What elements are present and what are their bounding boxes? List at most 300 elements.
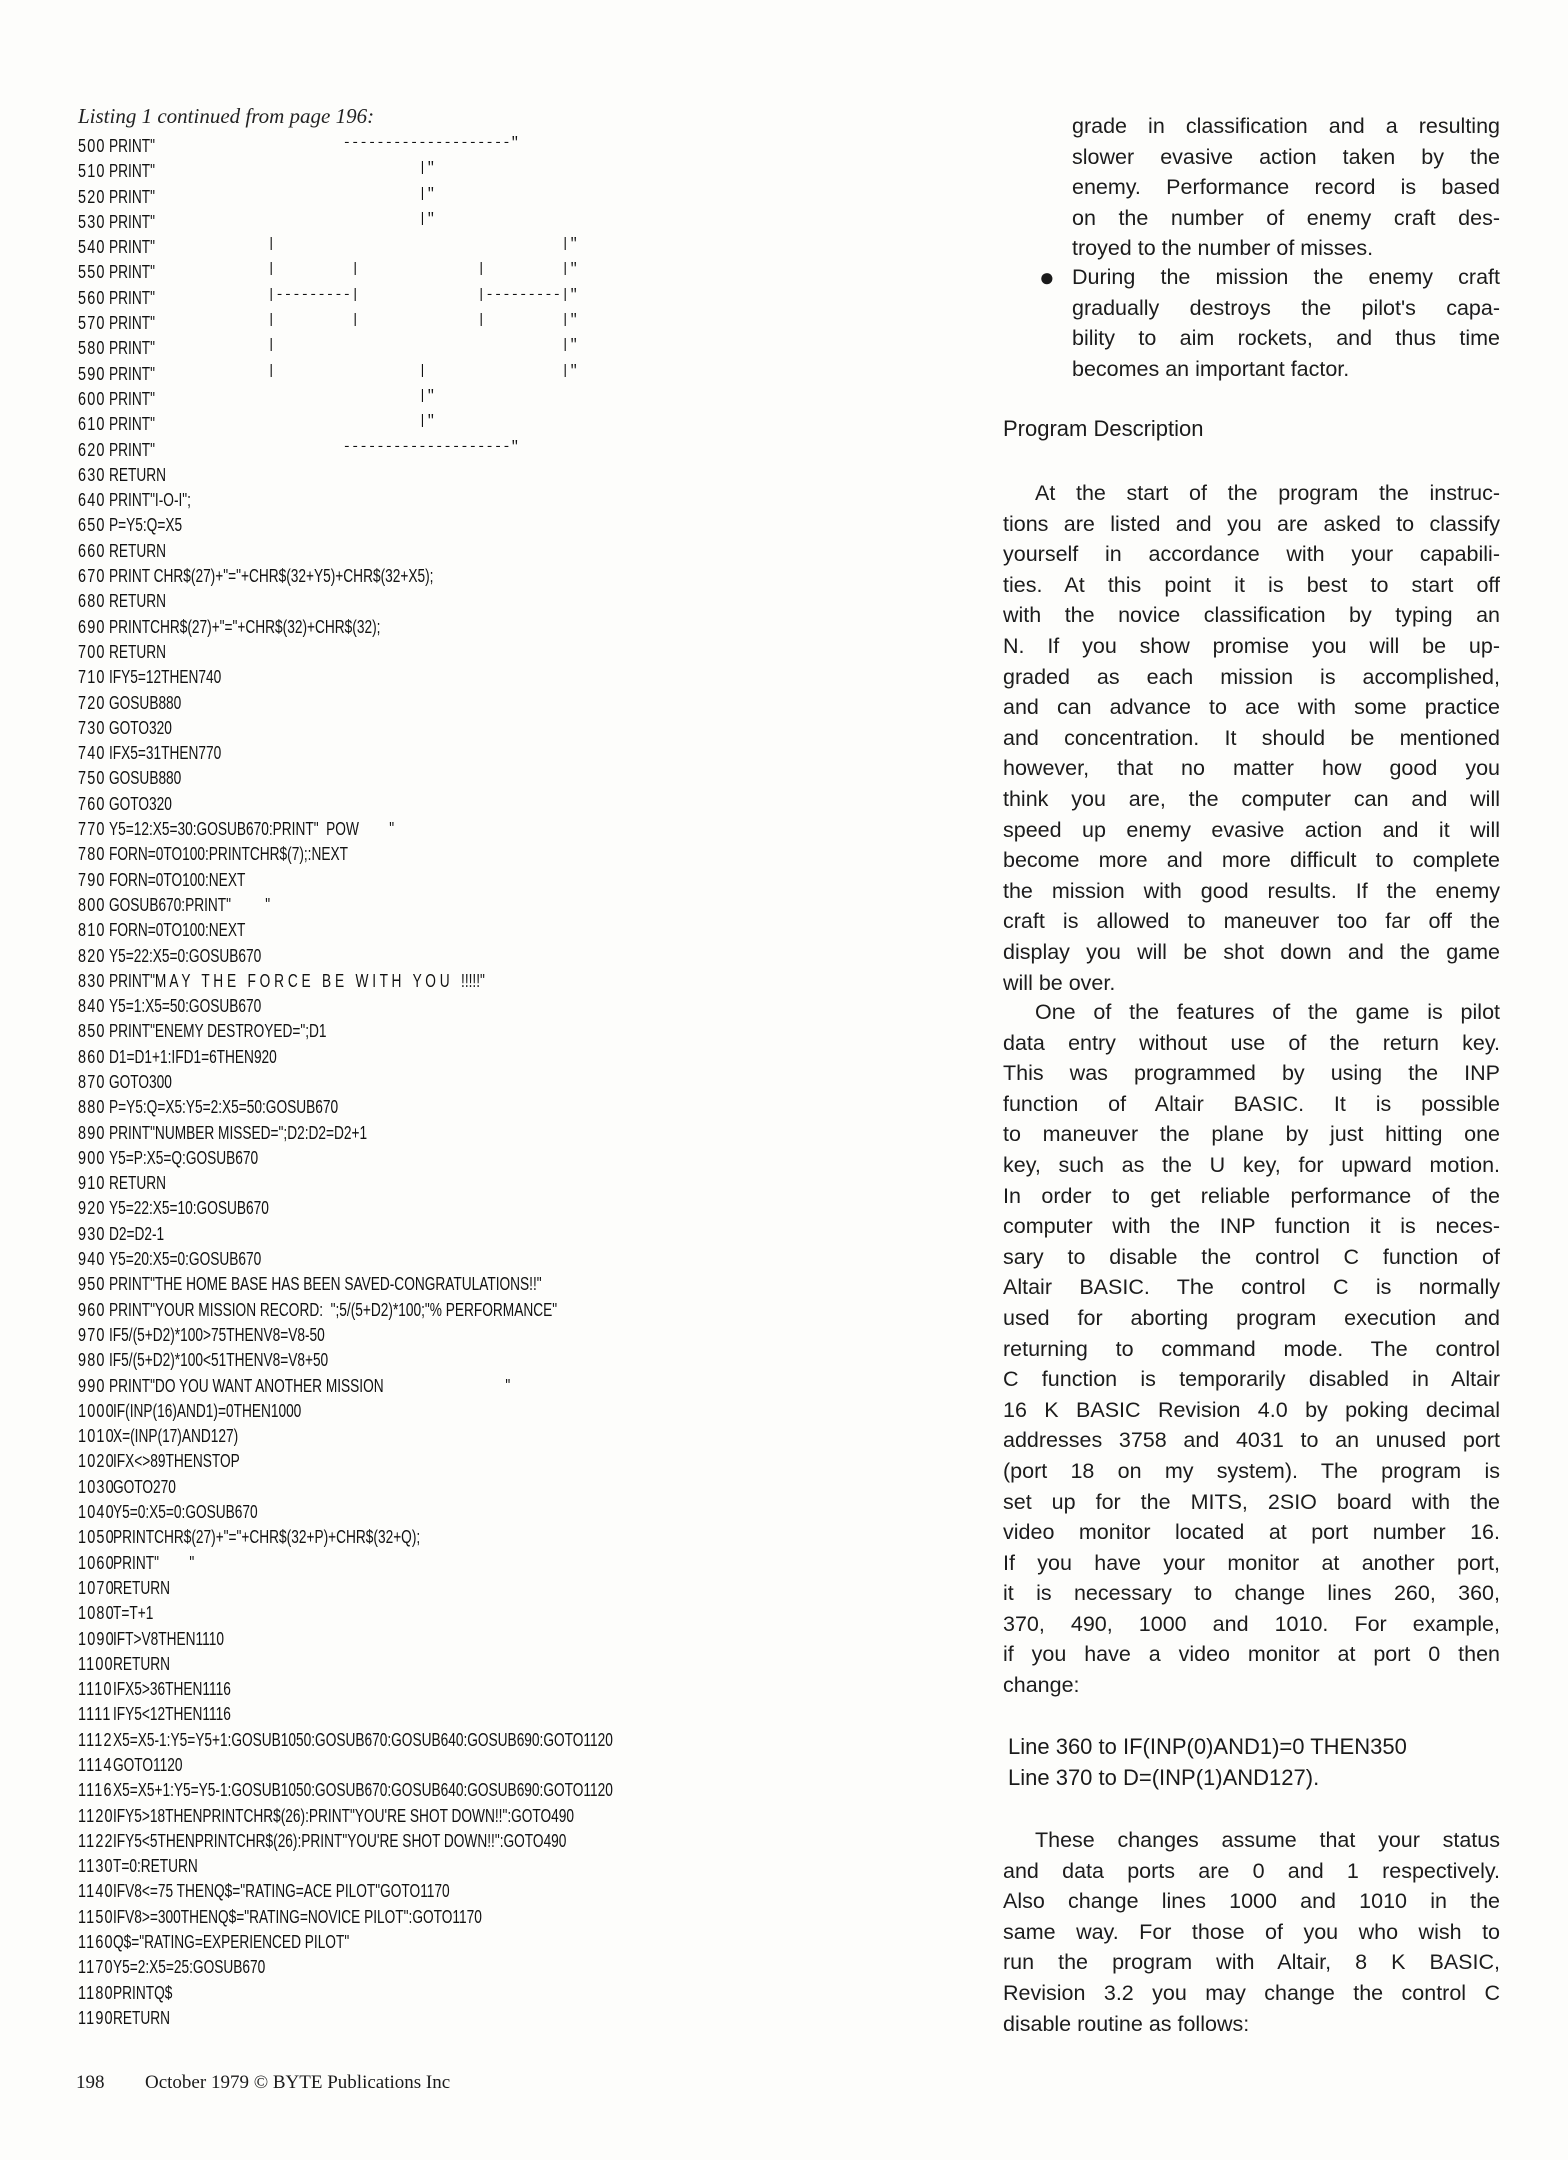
line-number: 1170 bbox=[78, 1956, 114, 1978]
line-number: 740 bbox=[78, 742, 106, 764]
listing-line bbox=[78, 1552, 918, 1577]
ascii-art-segment: | | | |" bbox=[267, 261, 578, 278]
listing-line bbox=[78, 919, 918, 944]
line-number: 1160 bbox=[78, 1931, 114, 1953]
text-line: on the number of enemy craft des- bbox=[1072, 205, 1500, 230]
listing-line bbox=[78, 1703, 918, 1728]
line-code: GOTO320 bbox=[109, 716, 172, 738]
listing-title: Listing 1 continued from page 196: bbox=[78, 104, 375, 128]
listing-line bbox=[78, 1425, 918, 1450]
line-code: IFY5<5THENPRINTCHR$(26):PRINT"YOU'RE SHOT DOWN!!":GOTO490 bbox=[113, 1829, 567, 1851]
text-line: (port 18 on my system). The program is bbox=[1003, 1458, 1500, 1483]
line-code: PRINTCHR$(27)+"="+CHR$(32)+CHR$(32); bbox=[109, 615, 381, 637]
line-number: 1140 bbox=[78, 1880, 114, 1902]
listing-line bbox=[78, 1779, 918, 1804]
listing-line bbox=[78, 1450, 918, 1475]
text-line: speed up enemy evasive action and it will bbox=[1003, 817, 1500, 842]
line-code: P=Y5:Q=X5:Y5=2:X5=50:GOSUB670 bbox=[109, 1096, 339, 1118]
line-number: 560 bbox=[78, 286, 106, 308]
line-number: 770 bbox=[78, 818, 106, 840]
line-code: GOTO270 bbox=[113, 1475, 176, 1497]
listing-line bbox=[78, 869, 918, 894]
ascii-art-segment: | |" bbox=[267, 236, 578, 253]
text-line: returning to command mode. The control bbox=[1003, 1336, 1500, 1361]
line-number: 750 bbox=[78, 767, 106, 789]
footer-credit: October 1979 © BYTE Publications Inc bbox=[145, 2072, 451, 2093]
line-number: 620 bbox=[78, 438, 106, 460]
listing-line bbox=[78, 1982, 918, 2007]
listing-line bbox=[78, 843, 918, 868]
code-change-line: Line 360 to IF(INP(0)AND1)=0 THEN350 bbox=[1008, 1734, 1407, 1759]
ascii-art-segment: | | |" bbox=[267, 362, 578, 379]
line-number: 1070 bbox=[78, 1576, 115, 1598]
line-number: 590 bbox=[78, 362, 106, 384]
line-number: 870 bbox=[78, 1070, 106, 1092]
listing-line bbox=[78, 742, 918, 767]
text-line: Also change lines 1000 and 1010 in the bbox=[1003, 1889, 1500, 1914]
line-number: 1050 bbox=[78, 1526, 115, 1548]
line-number: 1030 bbox=[78, 1475, 115, 1497]
text-line: display you will be shot down and the game bbox=[1003, 939, 1500, 964]
listing-line bbox=[78, 1299, 918, 1324]
listing-line bbox=[78, 1602, 918, 1627]
line-number: 980 bbox=[78, 1349, 106, 1371]
text-line: function of Altair BASIC. It is possible bbox=[1003, 1091, 1500, 1116]
text-line: disable routine as follows: bbox=[1003, 2011, 1250, 2036]
text-line: however, that no matter how good you bbox=[1003, 756, 1500, 781]
listing-line bbox=[78, 312, 918, 337]
text-line: These changes assume that your status bbox=[1035, 1828, 1500, 1852]
text-line: same way. For those of you who wish to bbox=[1003, 1919, 1500, 1944]
line-code: X5=X5+1:Y5=Y5-1:GOSUB1050:GOSUB670:GOSUB640:GOSUB690:GOTO1120 bbox=[113, 1779, 613, 1801]
listing-line bbox=[78, 692, 918, 717]
line-number: 540 bbox=[78, 236, 106, 258]
line-code: RETURN bbox=[109, 590, 167, 612]
line-number: 930 bbox=[78, 1222, 106, 1244]
listing-line bbox=[78, 1956, 918, 1981]
line-code: GOTO300 bbox=[109, 1070, 172, 1092]
line-number: 1010 bbox=[78, 1425, 115, 1447]
ascii-art-segment: | | | |" bbox=[267, 312, 578, 329]
line-number: 850 bbox=[78, 1020, 106, 1042]
listing-line bbox=[78, 818, 918, 843]
text-line: yourself in accordance with your capabili- bbox=[1003, 542, 1500, 567]
line-number: 730 bbox=[78, 716, 106, 738]
line-code: Y5=P:X5=Q:GOSUB670 bbox=[109, 1146, 259, 1168]
listing-line bbox=[78, 1197, 918, 1222]
text-line: slower evasive action taken by the bbox=[1072, 144, 1500, 169]
line-code: IFX5>36THEN1116 bbox=[113, 1678, 231, 1700]
ascii-art-segment: --------------------" bbox=[267, 438, 520, 455]
line-number: 1020 bbox=[78, 1450, 115, 1472]
listing-line bbox=[78, 1830, 918, 1855]
listing-line bbox=[78, 1805, 918, 1830]
listing-line bbox=[78, 1349, 918, 1374]
listing-line bbox=[78, 1628, 918, 1653]
text-line: gradually destroys the pilot's capa- bbox=[1072, 295, 1500, 320]
line-code: Q$="RATING=EXPERIENCED PILOT" bbox=[113, 1931, 350, 1953]
text-line: change: bbox=[1003, 1673, 1080, 1698]
line-number: 830 bbox=[78, 969, 106, 991]
line-code: RETURN bbox=[113, 1652, 171, 1674]
line-number: 1120 bbox=[78, 1804, 114, 1826]
line-number: 810 bbox=[78, 919, 106, 941]
line-code: D2=D2-1 bbox=[109, 1222, 165, 1244]
line-number: 580 bbox=[78, 337, 106, 359]
line-code: X=(INP(17)AND127) bbox=[113, 1425, 239, 1447]
line-number: 950 bbox=[78, 1273, 106, 1295]
line-number: 710 bbox=[78, 666, 106, 688]
line-number: 890 bbox=[78, 1121, 106, 1143]
ascii-art-segment: --------------------" bbox=[267, 135, 520, 151]
line-code: IFT>V8THEN1110 bbox=[113, 1627, 224, 1649]
line-code: RETURN bbox=[113, 2006, 171, 2028]
listing-line bbox=[78, 1172, 918, 1197]
listing-line bbox=[78, 1400, 918, 1425]
paragraph-features bbox=[1003, 997, 1500, 1701]
listing-line bbox=[78, 135, 918, 160]
line-number: 1122 bbox=[78, 1829, 114, 1851]
line-number: 1060 bbox=[78, 1551, 115, 1573]
text-line: craft is allowed to maneuver too far off the bbox=[1003, 909, 1500, 934]
text-line: it is necessary to change lines 260, 360, bbox=[1003, 1581, 1500, 1606]
line-number: 610 bbox=[78, 413, 106, 435]
listing-line bbox=[78, 1526, 918, 1551]
line-number: 790 bbox=[78, 868, 106, 890]
line-code: Y5=0:X5=0:GOSUB670 bbox=[113, 1501, 258, 1523]
line-code: PRINT CHR$(27)+"="+CHR$(32+Y5)+CHR$(32+X5); bbox=[109, 565, 434, 587]
line-number: 920 bbox=[78, 1197, 106, 1219]
line-number: 520 bbox=[78, 185, 106, 207]
line-number: 700 bbox=[78, 640, 106, 662]
listing-line bbox=[78, 261, 918, 286]
line-number: 990 bbox=[78, 1374, 106, 1396]
listing-line bbox=[78, 2007, 918, 2032]
listing-line bbox=[78, 1653, 918, 1678]
text-line: If you have your monitor at another port, bbox=[1003, 1550, 1500, 1575]
line-number: 840 bbox=[78, 995, 106, 1017]
text-line: tions are listed and you are asked to classify bbox=[1003, 511, 1500, 536]
text-line: will be over. bbox=[1003, 970, 1116, 995]
line-code: PRINT" bbox=[109, 362, 155, 384]
line-number: 800 bbox=[78, 893, 106, 915]
page-number: 198 bbox=[76, 2072, 105, 2093]
code-change-line: Line 370 to D=(INP(1)AND127). bbox=[1008, 1764, 1320, 1790]
listing-line bbox=[78, 641, 918, 666]
listing-line bbox=[78, 160, 918, 185]
line-code: PRINT" bbox=[109, 160, 155, 182]
line-code: FORN=0TO100:NEXT bbox=[109, 919, 246, 941]
line-code: Y5=2:X5=25:GOSUB670 bbox=[113, 1956, 266, 1978]
line-number: 720 bbox=[78, 691, 106, 713]
line-code: PRINT" bbox=[109, 312, 155, 334]
line-number: 960 bbox=[78, 1298, 106, 1320]
line-code: T=0:RETURN bbox=[113, 1855, 198, 1877]
line-code: IF5/(5+D2)*100>75THENV8=V8-50 bbox=[109, 1323, 325, 1345]
line-code: Y5=22:X5=10:GOSUB670 bbox=[109, 1197, 269, 1219]
line-number: 1090 bbox=[78, 1627, 115, 1649]
line-code: PRINTCHR$(27)+"="+CHR$(32+P)+CHR$(32+Q); bbox=[113, 1526, 421, 1548]
line-code: IFV8>=300THENQ$="RATING=NOVICE PILOT":GOTO1170 bbox=[113, 1905, 482, 1927]
listing-line bbox=[78, 970, 918, 995]
text-line: N. If you show promise you will be up- bbox=[1003, 633, 1500, 658]
line-code: D1=D1+1:IFD1=6THEN920 bbox=[109, 1045, 277, 1067]
line-number: 1114 bbox=[78, 1754, 113, 1775]
listing-line bbox=[78, 388, 918, 413]
line-code: IFY5=12THEN740 bbox=[109, 666, 222, 688]
line-code: T=T+1 bbox=[113, 1602, 154, 1624]
listing-line bbox=[78, 514, 918, 539]
text-line: During the mission the enemy craft bbox=[1072, 265, 1500, 289]
line-number: 940 bbox=[78, 1248, 106, 1270]
ascii-art-segment: | |" bbox=[267, 337, 578, 354]
section-heading: Program Description bbox=[1003, 416, 1204, 441]
line-number: 650 bbox=[78, 514, 106, 536]
line-number: 500 bbox=[78, 135, 106, 156]
line-code: GOTO320 bbox=[109, 792, 172, 814]
line-number: 1040 bbox=[78, 1501, 115, 1523]
text-line: run the program with Altair, 8 K BASIC, bbox=[1003, 1950, 1500, 1975]
listing-line bbox=[78, 287, 918, 312]
text-line: enemy. Performance record is based bbox=[1072, 175, 1500, 200]
line-number: 860 bbox=[78, 1045, 106, 1067]
line-number: 1080 bbox=[78, 1602, 115, 1624]
line-code: PRINT"ENEMY DESTROYED=";D1 bbox=[109, 1020, 327, 1042]
text-line: 370, 490, 1000 and 1010. For example, bbox=[1003, 1611, 1500, 1636]
text-line: bility to aim rockets, and thus time bbox=[1072, 326, 1500, 351]
line-code: X5=X5-1:Y5=Y5+1:GOSUB1050:GOSUB670:GOSUB640:GOSUB690:GOTO1120 bbox=[113, 1728, 613, 1750]
ascii-art-segment: |" bbox=[267, 387, 436, 404]
line-code: PRINT" bbox=[109, 135, 155, 156]
ascii-art-segment: |" bbox=[267, 185, 436, 202]
line-code: PRINT"THE HOME BASE HAS BEEN SAVED-CONGRATULATIONS!!" bbox=[109, 1273, 542, 1295]
line-code: RETURN bbox=[109, 1172, 167, 1194]
listing-line bbox=[78, 1046, 918, 1071]
line-number: 670 bbox=[78, 565, 106, 587]
listing-line bbox=[78, 1754, 918, 1779]
text-line: the mission with good results. If the enemy bbox=[1003, 878, 1500, 903]
line-number: 570 bbox=[78, 312, 106, 334]
line-number: 1190 bbox=[78, 2006, 114, 2028]
line-number: 600 bbox=[78, 387, 106, 409]
listing-line bbox=[78, 717, 918, 742]
text-line: to maneuver the plane by just hitting one bbox=[1003, 1122, 1500, 1147]
line-code: GOTO1120 bbox=[113, 1754, 183, 1775]
line-number: 1116 bbox=[78, 1779, 113, 1801]
listing-line bbox=[78, 1273, 918, 1298]
line-code: PRINT" bbox=[109, 286, 155, 308]
continued-paragraph bbox=[1072, 111, 1500, 264]
line-code: PRINT" bbox=[109, 210, 155, 232]
line-code: PRINT" bbox=[109, 236, 155, 258]
ascii-art-segment: |---------| |---------|" bbox=[267, 286, 578, 303]
line-number: 530 bbox=[78, 210, 106, 232]
listing-line bbox=[78, 1476, 918, 1501]
line-code: Y5=1:X5=50:GOSUB670 bbox=[109, 995, 262, 1017]
listing-line bbox=[78, 793, 918, 818]
listing-line bbox=[78, 337, 918, 362]
ascii-art-segment: |" bbox=[267, 210, 436, 227]
line-number: 1150 bbox=[78, 1905, 114, 1927]
line-number: 640 bbox=[78, 489, 106, 511]
listing-line bbox=[78, 439, 918, 464]
line-code: RETURN bbox=[109, 539, 167, 561]
paragraph-program-start bbox=[1003, 478, 1500, 998]
line-number: 1110 bbox=[78, 1678, 113, 1700]
listing-line bbox=[78, 1071, 918, 1096]
line-code: PRINTQ$ bbox=[113, 1981, 173, 2003]
line-code: IFX<>89THENSTOP bbox=[113, 1450, 240, 1472]
line-code: PRINT"DO YOU WANT ANOTHER MISSION " bbox=[109, 1374, 511, 1396]
line-code: IFY5<12THEN1116 bbox=[113, 1703, 231, 1725]
line-number: 970 bbox=[78, 1323, 106, 1345]
listing-line bbox=[78, 1906, 918, 1931]
text-line: key, such as the U key, for upward motion. bbox=[1003, 1152, 1500, 1177]
listing-line bbox=[78, 1501, 918, 1526]
line-code: IFY5>18THENPRINTCHR$(26):PRINT"YOU'RE SHOT DOWN!!":GOTO490 bbox=[113, 1804, 575, 1826]
listing-line bbox=[78, 995, 918, 1020]
line-code: PRINT" bbox=[109, 387, 155, 409]
listing-line bbox=[78, 894, 918, 919]
listing-line bbox=[78, 565, 918, 590]
line-code: PRINT"NUMBER MISSED=";D2:D2=D2+1 bbox=[109, 1121, 368, 1143]
listing-line bbox=[78, 1324, 918, 1349]
text-line: and can advance to ace with some practice bbox=[1003, 695, 1500, 720]
text-line: Revision 3.2 you may change the control C bbox=[1003, 1980, 1500, 2005]
listing-line bbox=[78, 186, 918, 211]
listing-line bbox=[78, 1375, 918, 1400]
text-line: addresses 3758 and 4031 to an unused port bbox=[1003, 1428, 1500, 1453]
line-code: RETURN bbox=[109, 463, 167, 485]
text-line: troyed to the number of misses. bbox=[1072, 236, 1374, 261]
line-number: 900 bbox=[78, 1146, 106, 1168]
line-code: PRINT"YOUR MISSION RECORD: ";5/(5+D2)*100;"% PERFORMANCE" bbox=[109, 1298, 558, 1320]
line-code: P=Y5:Q=X5 bbox=[109, 514, 183, 536]
line-code: PRINT" bbox=[109, 438, 155, 460]
text-line: becomes an important factor. bbox=[1072, 356, 1350, 381]
listing-line bbox=[78, 767, 918, 792]
line-code: PRINT" bbox=[109, 261, 155, 283]
line-number: 1111 bbox=[78, 1703, 112, 1725]
line-code: PRINT" " bbox=[113, 1551, 195, 1573]
listing-line bbox=[78, 464, 918, 489]
line-number: 510 bbox=[78, 160, 106, 182]
line-code: RETURN bbox=[113, 1576, 171, 1598]
line-number: 780 bbox=[78, 843, 106, 865]
text-line: One of the features of the game is pilot bbox=[1035, 1000, 1500, 1024]
text-line: ties. At this point it is best to start off bbox=[1003, 572, 1500, 597]
text-line: This was programmed by using the INP bbox=[1003, 1061, 1500, 1086]
line-number: 660 bbox=[78, 539, 106, 561]
listing-line bbox=[78, 590, 918, 615]
listing-line bbox=[78, 1096, 918, 1121]
line-code: PRINT"M A Y T H E F O R C E B E W I T H Y O U !!!!!" bbox=[109, 969, 485, 991]
listing-line bbox=[78, 236, 918, 261]
text-line: 16 K BASIC Revision 4.0 by poking decimal bbox=[1003, 1397, 1500, 1422]
line-number: 880 bbox=[78, 1096, 106, 1118]
ascii-art-segment: |" bbox=[267, 413, 436, 430]
listing-line bbox=[78, 1147, 918, 1172]
text-line: and data ports are 0 and 1 respectively. bbox=[1003, 1858, 1500, 1883]
line-code: RETURN bbox=[109, 640, 167, 662]
bullet-paragraph bbox=[1072, 262, 1500, 384]
line-number: 1100 bbox=[78, 1652, 114, 1674]
line-code: GOSUB880 bbox=[109, 767, 182, 789]
line-number: 550 bbox=[78, 261, 106, 283]
listing-line bbox=[78, 1122, 918, 1147]
code-change-block bbox=[1008, 1732, 1407, 1793]
line-number: 680 bbox=[78, 590, 106, 612]
text-line: At the start of the program the instruc- bbox=[1035, 481, 1500, 505]
listing-line bbox=[78, 363, 918, 388]
line-code: Y5=20:X5=0:GOSUB670 bbox=[109, 1248, 262, 1270]
line-number: 630 bbox=[78, 463, 106, 485]
listing-line bbox=[78, 413, 918, 438]
text-line: computer with the INP function it is neces- bbox=[1003, 1214, 1500, 1239]
text-line: with the novice classification by typing an bbox=[1003, 603, 1500, 628]
line-number: 910 bbox=[78, 1172, 106, 1194]
listing-line bbox=[78, 1248, 918, 1273]
line-number: 1000 bbox=[78, 1399, 115, 1421]
text-line: video monitor located at port number 16. bbox=[1003, 1520, 1500, 1545]
line-code: FORN=0TO100:NEXT bbox=[109, 868, 246, 890]
listing-line bbox=[78, 1855, 918, 1880]
listing-line bbox=[78, 1880, 918, 1905]
listing-line bbox=[78, 945, 918, 970]
text-line: In order to get reliable performance of the bbox=[1003, 1183, 1500, 1208]
line-code: GOSUB670:PRINT" " bbox=[109, 893, 271, 915]
listing-line bbox=[78, 616, 918, 641]
line-code: IFV8<=75 THENQ$="RATING=ACE PILOT"GOTO1170 bbox=[113, 1880, 450, 1902]
text-line: grade in classification and a resulting bbox=[1072, 114, 1500, 138]
line-code: Y5=22:X5=0:GOSUB670 bbox=[109, 944, 262, 966]
listing-line bbox=[78, 1729, 918, 1754]
line-code: FORN=0TO100:PRINTCHR$(7);:NEXT bbox=[109, 843, 348, 865]
line-number: 1130 bbox=[78, 1855, 114, 1877]
line-code: IFX5=31THEN770 bbox=[109, 742, 222, 764]
line-code: PRINT" bbox=[109, 185, 155, 207]
text-line: used for aborting program execution and bbox=[1003, 1305, 1500, 1330]
line-code: Y5=12:X5=30:GOSUB670:PRINT" POW " bbox=[109, 818, 395, 840]
listing-line bbox=[78, 489, 918, 514]
line-number: 1112 bbox=[78, 1728, 113, 1750]
text-line: think you are, the computer can and will bbox=[1003, 786, 1500, 811]
listing-line bbox=[78, 666, 918, 691]
listing-line bbox=[78, 1223, 918, 1248]
line-number: 1180 bbox=[78, 1981, 114, 2003]
text-line: and concentration. It should be mentioned bbox=[1003, 725, 1500, 750]
line-code: PRINT" bbox=[109, 337, 155, 359]
line-code: PRINT" bbox=[109, 413, 155, 435]
text-line: if you have a video monitor at port 0 then bbox=[1003, 1642, 1500, 1667]
text-line: sary to disable the control C function of bbox=[1003, 1244, 1500, 1269]
text-line: graded as each mission is accomplished, bbox=[1003, 664, 1500, 689]
code-listing bbox=[78, 135, 918, 2032]
line-code: GOSUB880 bbox=[109, 691, 182, 713]
listing-line bbox=[78, 1931, 918, 1956]
text-line: data entry without use of the return key. bbox=[1003, 1030, 1500, 1055]
listing-line bbox=[78, 540, 918, 565]
text-line: set up for the MITS, 2SIO board with the bbox=[1003, 1489, 1500, 1514]
line-number: 760 bbox=[78, 792, 106, 814]
line-code: PRINT"I-O-I"; bbox=[109, 489, 191, 511]
listing-line bbox=[78, 211, 918, 236]
line-code: IF5/(5+D2)*100<51THENV8=V8+50 bbox=[109, 1349, 329, 1371]
listing-line bbox=[78, 1577, 918, 1602]
listing-line bbox=[78, 1020, 918, 1045]
listing-line bbox=[78, 1678, 918, 1703]
line-number: 690 bbox=[78, 615, 106, 637]
